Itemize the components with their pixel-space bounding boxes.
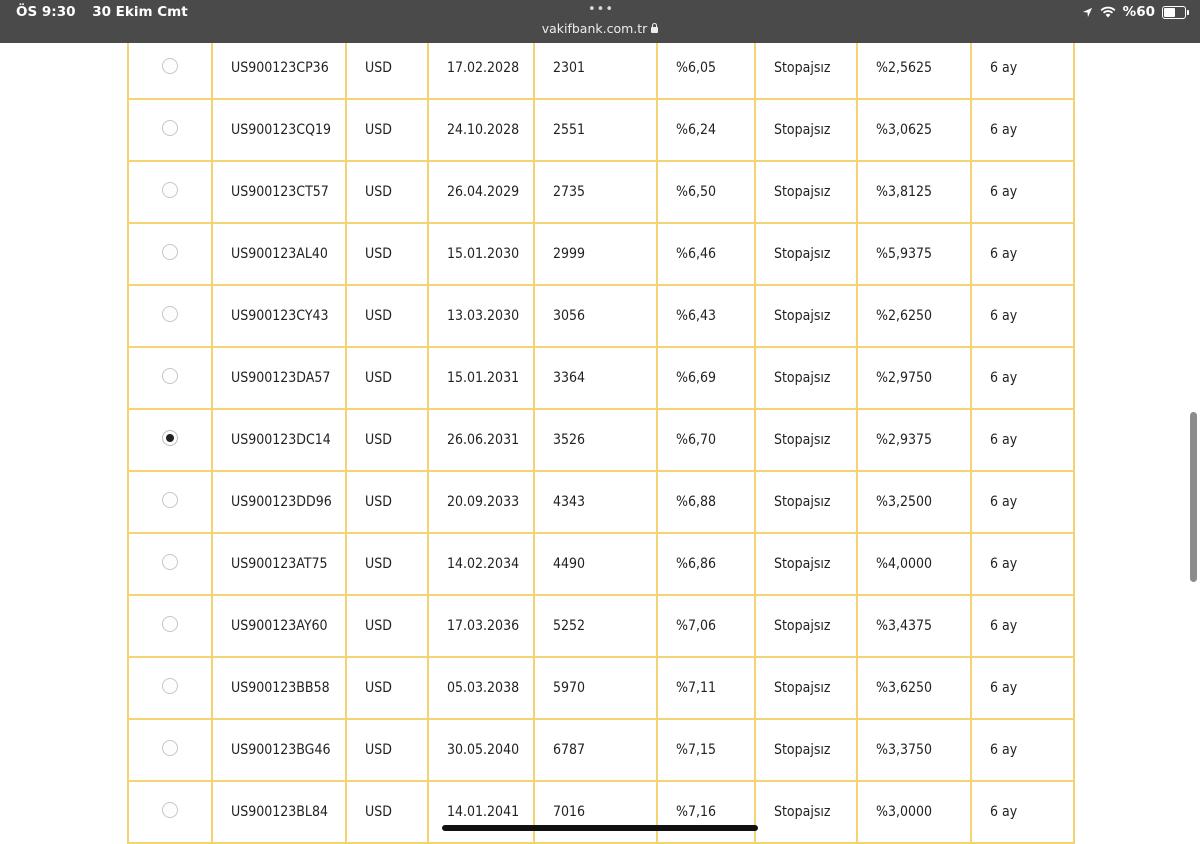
- wifi-icon: [1100, 6, 1116, 18]
- isin-cell: US900123DA57: [212, 347, 346, 409]
- table-row[interactable]: [128, 37, 1074, 99]
- isin-cell: US900123AY60: [212, 595, 346, 657]
- radio-cell: [128, 223, 212, 285]
- withholding-tax-cell: Stopajsız: [755, 37, 857, 99]
- select-radio[interactable]: [162, 368, 178, 384]
- coupon-rate-cell: %2,6250: [857, 285, 971, 347]
- yield-cell: %7,06: [657, 595, 755, 657]
- isin-cell: US900123BL84: [212, 781, 346, 843]
- coupon-rate-cell: %3,2500: [857, 471, 971, 533]
- radio-cell: [128, 595, 212, 657]
- yield-cell: %7,16: [657, 781, 755, 843]
- currency-cell: USD: [346, 37, 428, 99]
- vertical-scrollbar[interactable]: [1190, 412, 1197, 582]
- isin-cell: US900123CT57: [212, 161, 346, 223]
- select-radio[interactable]: [162, 492, 178, 508]
- home-indicator[interactable]: [442, 825, 758, 831]
- maturity-date-cell: 15.01.2030: [428, 223, 534, 285]
- maturity-date-cell: 26.04.2029: [428, 161, 534, 223]
- eurobond-table: [127, 36, 1075, 844]
- coupon-period-cell: 6 ay: [971, 409, 1074, 471]
- table-row[interactable]: [128, 719, 1074, 781]
- table-row[interactable]: [128, 409, 1074, 471]
- yield-cell: %6,24: [657, 99, 755, 161]
- radio-cell: [128, 657, 212, 719]
- maturity-date-cell: 14.01.2041: [428, 781, 534, 843]
- table-row[interactable]: [128, 285, 1074, 347]
- coupon-rate-cell: %3,4375: [857, 595, 971, 657]
- currency-cell: USD: [346, 471, 428, 533]
- days-to-maturity-cell: 5970: [534, 657, 657, 719]
- currency-cell: USD: [346, 347, 428, 409]
- yield-cell: %6,43: [657, 285, 755, 347]
- days-to-maturity-cell: 6787: [534, 719, 657, 781]
- coupon-period-cell: 6 ay: [971, 285, 1074, 347]
- isin-cell: US900123AL40: [212, 223, 346, 285]
- withholding-tax-cell: Stopajsız: [755, 347, 857, 409]
- select-radio[interactable]: [162, 120, 178, 136]
- coupon-period-cell: 6 ay: [971, 719, 1074, 781]
- coupon-period-cell: 6 ay: [971, 595, 1074, 657]
- days-to-maturity-cell: 2551: [534, 99, 657, 161]
- select-radio[interactable]: [162, 616, 178, 632]
- isin-cell: US900123CY43: [212, 285, 346, 347]
- radio-cell: [128, 37, 212, 99]
- yield-cell: %6,50: [657, 161, 755, 223]
- days-to-maturity-cell: 3364: [534, 347, 657, 409]
- withholding-tax-cell: Stopajsız: [755, 657, 857, 719]
- maturity-date-cell: 20.09.2033: [428, 471, 534, 533]
- table-row[interactable]: [128, 347, 1074, 409]
- currency-cell: USD: [346, 595, 428, 657]
- select-radio[interactable]: [162, 802, 178, 818]
- coupon-rate-cell: %2,9375: [857, 409, 971, 471]
- maturity-date-cell: 13.03.2030: [428, 285, 534, 347]
- radio-cell: [128, 533, 212, 595]
- coupon-period-cell: 6 ay: [971, 161, 1074, 223]
- days-to-maturity-cell: 3526: [534, 409, 657, 471]
- coupon-rate-cell: %2,9750: [857, 347, 971, 409]
- maturity-date-cell: 15.01.2031: [428, 347, 534, 409]
- coupon-period-cell: 6 ay: [971, 99, 1074, 161]
- table-row[interactable]: [128, 99, 1074, 161]
- maturity-date-cell: 24.10.2028: [428, 99, 534, 161]
- select-radio[interactable]: [162, 740, 178, 756]
- lock-icon: [651, 27, 658, 33]
- table-row[interactable]: [128, 657, 1074, 719]
- select-radio[interactable]: [162, 182, 178, 198]
- isin-cell: US900123DC14: [212, 409, 346, 471]
- currency-cell: USD: [346, 657, 428, 719]
- battery-icon: [1162, 6, 1186, 19]
- status-time: ÖS 9:30: [16, 4, 76, 20]
- url-text: vakifbank.com.tr: [541, 21, 648, 36]
- withholding-tax-cell: Stopajsız: [755, 99, 857, 161]
- coupon-period-cell: 6 ay: [971, 37, 1074, 99]
- currency-cell: USD: [346, 409, 428, 471]
- yield-cell: %6,70: [657, 409, 755, 471]
- maturity-date-cell: 14.02.2034: [428, 533, 534, 595]
- withholding-tax-cell: Stopajsız: [755, 595, 857, 657]
- table-row[interactable]: [128, 471, 1074, 533]
- table-row[interactable]: [128, 161, 1074, 223]
- currency-cell: USD: [346, 781, 428, 843]
- yield-cell: %6,05: [657, 37, 755, 99]
- currency-cell: USD: [346, 719, 428, 781]
- select-radio[interactable]: [162, 306, 178, 322]
- table-row[interactable]: [128, 595, 1074, 657]
- coupon-period-cell: 6 ay: [971, 347, 1074, 409]
- table-row[interactable]: [128, 533, 1074, 595]
- select-radio[interactable]: [162, 244, 178, 260]
- radio-cell: [128, 409, 212, 471]
- radio-cell: [128, 99, 212, 161]
- yield-cell: %6,88: [657, 471, 755, 533]
- withholding-tax-cell: Stopajsız: [755, 409, 857, 471]
- withholding-tax-cell: Stopajsız: [755, 719, 857, 781]
- coupon-rate-cell: %3,3750: [857, 719, 971, 781]
- days-to-maturity-cell: 2301: [534, 37, 657, 99]
- browser-menu-dots[interactable]: •••: [588, 2, 615, 17]
- radio-cell: [128, 719, 212, 781]
- radio-cell: [128, 347, 212, 409]
- maturity-date-cell: 26.06.2031: [428, 409, 534, 471]
- withholding-tax-cell: Stopajsız: [755, 161, 857, 223]
- days-to-maturity-cell: 5252: [534, 595, 657, 657]
- yield-cell: %6,46: [657, 223, 755, 285]
- location-arrow-icon: [1082, 7, 1093, 18]
- withholding-tax-cell: Stopajsız: [755, 285, 857, 347]
- coupon-rate-cell: %3,0625: [857, 99, 971, 161]
- coupon-rate-cell: %2,5625: [857, 37, 971, 99]
- status-date: 30 Ekim Cmt: [92, 4, 188, 20]
- currency-cell: USD: [346, 533, 428, 595]
- currency-cell: USD: [346, 285, 428, 347]
- withholding-tax-cell: Stopajsız: [755, 781, 857, 843]
- select-radio[interactable]: [162, 554, 178, 570]
- address-bar[interactable]: [0, 21, 1200, 36]
- table-row[interactable]: [128, 223, 1074, 285]
- table-row[interactable]: [128, 781, 1074, 843]
- coupon-period-cell: 6 ay: [971, 471, 1074, 533]
- days-to-maturity-cell: 2735: [534, 161, 657, 223]
- coupon-rate-cell: %3,0000: [857, 781, 971, 843]
- eurobond-table-wrapper: [127, 36, 1073, 844]
- radio-cell: [128, 781, 212, 843]
- days-to-maturity-cell: 4343: [534, 471, 657, 533]
- coupon-period-cell: 6 ay: [971, 223, 1074, 285]
- battery-percent: %60: [1122, 4, 1155, 20]
- currency-cell: USD: [346, 161, 428, 223]
- withholding-tax-cell: Stopajsız: [755, 533, 857, 595]
- isin-cell: US900123BG46: [212, 719, 346, 781]
- radio-cell: [128, 471, 212, 533]
- coupon-period-cell: 6 ay: [971, 781, 1074, 843]
- yield-cell: %7,11: [657, 657, 755, 719]
- coupon-rate-cell: %3,8125: [857, 161, 971, 223]
- eurobond-table-body: [128, 37, 1074, 843]
- withholding-tax-cell: Stopajsız: [755, 471, 857, 533]
- coupon-period-cell: 6 ay: [971, 533, 1074, 595]
- days-to-maturity-cell: 2999: [534, 223, 657, 285]
- yield-cell: %6,86: [657, 533, 755, 595]
- maturity-date-cell: 17.03.2036: [428, 595, 534, 657]
- maturity-date-cell: 05.03.2038: [428, 657, 534, 719]
- isin-cell: US900123BB58: [212, 657, 346, 719]
- days-to-maturity-cell: 3056: [534, 285, 657, 347]
- select-radio[interactable]: [162, 678, 178, 694]
- coupon-period-cell: 6 ay: [971, 657, 1074, 719]
- maturity-date-cell: 17.02.2028: [428, 37, 534, 99]
- currency-cell: USD: [346, 99, 428, 161]
- withholding-tax-cell: Stopajsız: [755, 223, 857, 285]
- browser-top-bar: [0, 0, 1200, 43]
- days-to-maturity-cell: 4490: [534, 533, 657, 595]
- coupon-rate-cell: %4,0000: [857, 533, 971, 595]
- maturity-date-cell: 30.05.2040: [428, 719, 534, 781]
- isin-cell: US900123DD96: [212, 471, 346, 533]
- radio-cell: [128, 285, 212, 347]
- isin-cell: US900123AT75: [212, 533, 346, 595]
- days-to-maturity-cell: 7016: [534, 781, 657, 843]
- yield-cell: %7,15: [657, 719, 755, 781]
- isin-cell: US900123CP36: [212, 37, 346, 99]
- status-bar-right: [1082, 4, 1186, 20]
- yield-cell: %6,69: [657, 347, 755, 409]
- coupon-rate-cell: %5,9375: [857, 223, 971, 285]
- isin-cell: US900123CQ19: [212, 99, 346, 161]
- coupon-rate-cell: %3,6250: [857, 657, 971, 719]
- select-radio[interactable]: [162, 430, 178, 446]
- select-radio[interactable]: [162, 58, 178, 74]
- status-bar-left: [16, 4, 200, 20]
- radio-cell: [128, 161, 212, 223]
- currency-cell: USD: [346, 223, 428, 285]
